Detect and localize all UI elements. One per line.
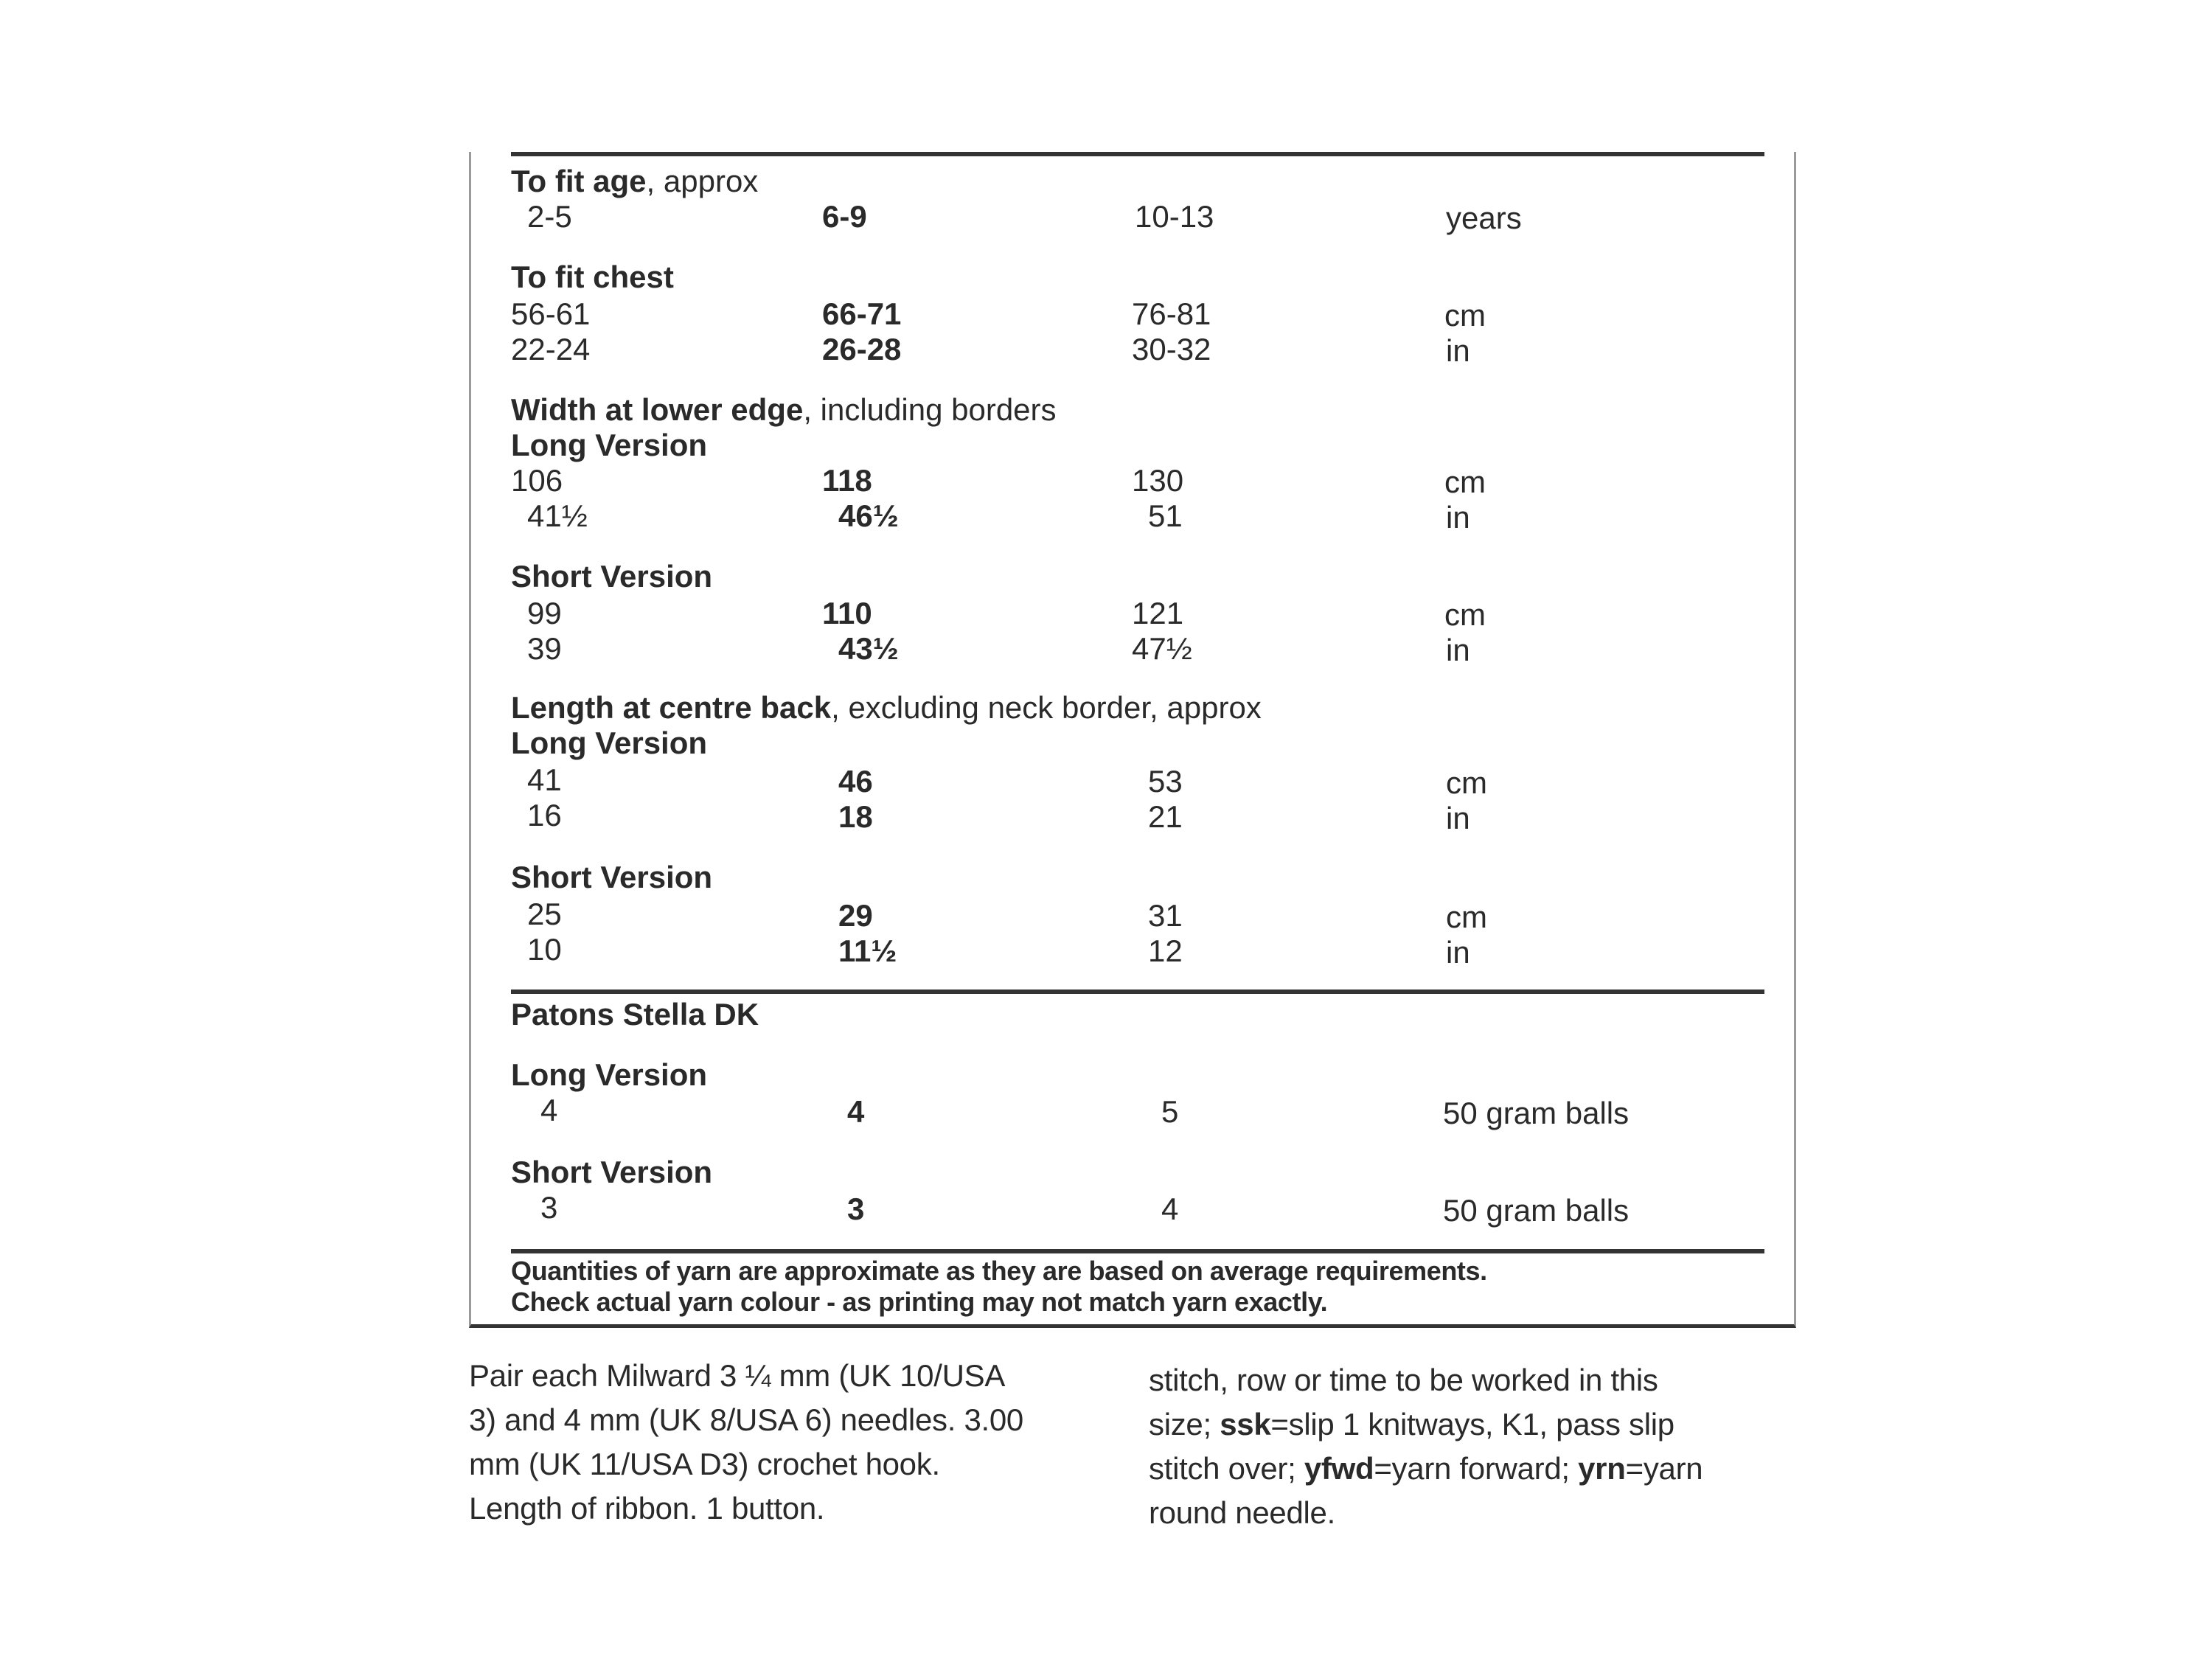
yarn-long-2: 4 xyxy=(847,1094,865,1129)
width-short-cm-1: 99 xyxy=(527,596,562,630)
length-long-in-3: 21 xyxy=(1148,799,1183,834)
width-short-in-unit: in xyxy=(1446,633,1470,667)
length-long-label: Long Version xyxy=(511,726,708,760)
age-size-1: 2-5 xyxy=(527,199,572,234)
width-long-cm-3: 130 xyxy=(1132,463,1184,498)
yarn-long-label: Long Version xyxy=(511,1057,708,1092)
width-long-in-2: 46½ xyxy=(838,498,899,533)
width-long-in-1: 41½ xyxy=(527,498,588,533)
length-short-cm-2: 29 xyxy=(838,898,873,933)
pattern-page xyxy=(469,152,1796,1553)
chest-in-2: 26-28 xyxy=(822,332,902,366)
yarn-short-3: 4 xyxy=(1161,1192,1179,1226)
materials-line-2: 3) and 4 mm (UK 8/USA 6) needles. 3.00 xyxy=(469,1402,1023,1437)
width-long-cm-2: 118 xyxy=(822,463,872,498)
width-long-in-unit: in xyxy=(1446,500,1470,535)
length-short-in-3: 12 xyxy=(1148,933,1183,968)
chest-in-3: 30-32 xyxy=(1132,332,1211,366)
length-short-in-1: 10 xyxy=(527,932,562,967)
abbrev-line-2: size; ssk=slip 1 knitways, K1, pass slip xyxy=(1149,1407,1674,1441)
yarn-short-label: Short Version xyxy=(511,1155,713,1189)
abbrev-line-4: round needle. xyxy=(1149,1495,1335,1530)
top-rule xyxy=(511,152,1764,156)
materials-text xyxy=(469,1354,1023,1531)
length-long-cm-1: 41 xyxy=(527,762,562,797)
yarn-short-2: 3 xyxy=(847,1192,865,1226)
yarn-short-1: 3 xyxy=(540,1190,558,1225)
width-short-in-1: 39 xyxy=(527,631,562,666)
width-short-in-2: 43½ xyxy=(838,631,899,666)
length-short-cm-unit: cm xyxy=(1446,900,1487,934)
length-short-cm-3: 31 xyxy=(1148,898,1183,933)
yarn-short-unit: 50 gram balls xyxy=(1443,1193,1630,1228)
size-table xyxy=(469,152,1796,1328)
chest-in-unit: in xyxy=(1446,333,1470,368)
length-long-cm-unit: cm xyxy=(1446,765,1487,800)
chest-in-1: 22-24 xyxy=(511,332,591,366)
chest-cm-1: 56-61 xyxy=(511,296,591,331)
age-unit: years xyxy=(1446,201,1522,235)
chest-cm-2: 66-71 xyxy=(822,296,902,331)
age-heading: To fit age, approx xyxy=(511,164,759,198)
length-short-label: Short Version xyxy=(511,860,713,894)
yarn-long-unit: 50 gram balls xyxy=(1443,1096,1630,1130)
length-long-in-unit: in xyxy=(1446,801,1470,835)
length-short-in-unit: in xyxy=(1446,935,1470,970)
yarn-rule xyxy=(511,990,1764,994)
length-long-cm-3: 53 xyxy=(1148,764,1183,799)
length-long-in-2: 18 xyxy=(838,799,873,834)
width-long-cm-1: 106 xyxy=(511,463,563,498)
abbrev-line-3: stitch over; yfwd=yarn forward; yrn=yarn xyxy=(1149,1451,1703,1486)
width-short-cm-3: 121 xyxy=(1132,596,1184,630)
yarn-heading: Patons Stella DK xyxy=(511,997,759,1032)
abbrev-line-1: stitch, row or time to be worked in this xyxy=(1149,1363,1658,1397)
footnote-line-2: Check actual yarn colour - as printing may not match yarn exactly. xyxy=(511,1287,1328,1317)
chest-cm-3: 76-81 xyxy=(1132,296,1211,331)
width-long-cm-unit: cm xyxy=(1444,465,1486,499)
width-heading: Width at lower edge, including borders xyxy=(511,392,1057,427)
width-long-in-3: 51 xyxy=(1148,498,1183,533)
length-short-in-2: 11½ xyxy=(838,933,897,968)
footnote-rule xyxy=(511,1249,1764,1253)
width-long-label: Long Version xyxy=(511,428,708,462)
yarn-long-3: 5 xyxy=(1161,1094,1179,1129)
length-long-in-1: 16 xyxy=(527,798,562,832)
length-long-cm-2: 46 xyxy=(838,764,873,799)
footnote-line-1: Quantities of yarn are approximate as they are based on average requirements. xyxy=(511,1256,1487,1286)
age-size-3: 10-13 xyxy=(1135,199,1214,234)
materials-line-1: Pair each Milward 3 ¼ mm (UK 10/USA xyxy=(469,1358,1006,1393)
yarn-long-1: 4 xyxy=(540,1093,558,1127)
width-short-in-3: 47½ xyxy=(1132,631,1192,666)
width-short-cm-unit: cm xyxy=(1444,597,1486,632)
age-size-2: 6-9 xyxy=(822,199,867,234)
chest-heading: To fit chest xyxy=(511,260,674,294)
materials-line-3: mm (UK 11/USA D3) crochet hook. xyxy=(469,1447,940,1481)
width-short-cm-2: 110 xyxy=(822,596,872,630)
chest-cm-unit: cm xyxy=(1444,298,1486,333)
abbreviations-text xyxy=(1149,1358,1703,1535)
length-short-cm-1: 25 xyxy=(527,897,562,931)
width-short-label: Short Version xyxy=(511,559,713,594)
materials-line-4: Length of ribbon. 1 button. xyxy=(469,1491,825,1526)
length-heading: Length at centre back, excluding neck border, approx xyxy=(511,690,1262,725)
